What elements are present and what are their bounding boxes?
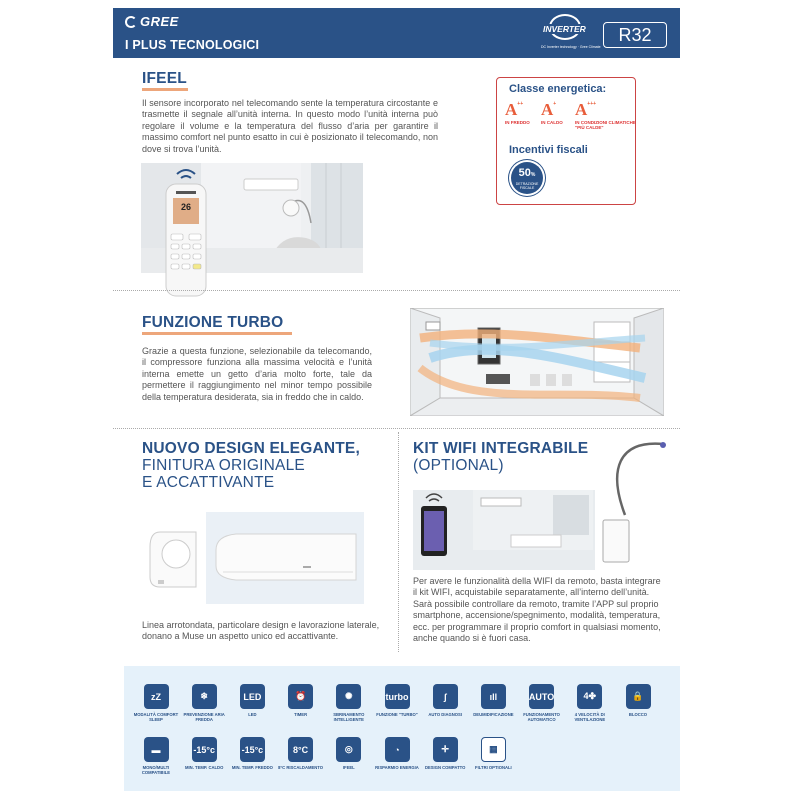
feature-item [132,737,180,775]
feature-label: MIN. TEMP. CALDO [185,765,224,770]
ifeel-title: IFEEL [142,70,187,87]
feature-icon: ▦ [481,737,506,762]
feature-label: DESIGN COMPATTO [424,765,466,770]
inverter-label: INVERTER [543,24,586,34]
feature-item [373,737,421,770]
feature-item [228,684,276,717]
feature-icon: 4✤ [577,684,602,709]
feature-item [421,737,469,770]
feature-label: MIN. TEMP. FREDDO [231,765,273,770]
turbo-title: FUNZIONE TURBO [142,314,284,331]
wifi-title-line2: (OPTIONAL) [413,457,504,474]
energy-class-box [496,77,636,205]
feature-icon: LED [240,684,265,709]
design-title-line3: E ACCATTIVANTE [142,474,275,491]
feature-icon: ıll [481,684,506,709]
feature-label: PREVENZIONE ARIA FREDDA [183,712,225,722]
feature-label: BLOCCO [628,712,648,717]
feature-icon: -15°c [240,737,265,762]
feature-item [469,737,517,770]
feature-label: 4 VELOCITÀ DI VENTILAZIONE [574,712,606,722]
feature-icon: 🔒 [626,684,651,709]
gree-swoosh-icon [125,16,137,28]
feature-icon: ⏰ [288,684,313,709]
feature-label: TIMER [294,712,308,717]
design-text: Linea arrotondata, particolare design e lavorazione laterale, donano a Muse un aspetto unico ed accattivante. [142,620,380,642]
feature-label: IFEEL [342,765,355,770]
brand-name: GREE [140,14,179,29]
remote-display: 26 [180,202,191,212]
feature-item [180,684,228,722]
feature-label: DEUMIDIFICAZIONE [473,712,514,717]
feature-item [614,684,662,717]
feature-item [132,684,180,722]
feature-item [277,684,325,717]
feature-icon: ❄ [192,684,217,709]
inverter-badge [541,14,601,52]
wifi-text: Per avere le funzionalità della WIFI da remoto, basta integrare il kit WIFI, acquistabile separatamente, all’interno dell’unità. Sarà possibile controllare da remoto, tramite l’APP sul proprio smartphone, accensione/spegnimento, modalità, temperatura, ecc. per programmare il proprio comfort in qualsiasi momento, anche quando si è fuori casa. [413,576,661,644]
turbo-underline [142,332,292,335]
feature-item [469,684,517,717]
wifi-scene-image [413,440,667,570]
design-title [142,440,360,491]
features-band [124,666,680,791]
feature-item [228,737,276,770]
feature-item [180,737,228,770]
page-header [113,8,680,58]
feature-icon: ✺ [336,684,361,709]
feature-label: MODALITÀ COMFORT SLEEP [133,712,179,722]
ifeel-text: Il sensore incorporato nel telecomando sente la temperatura circostante e trasmette il segnale all’unità interna. In questo modo l’unità interna può regolare il volume e la temperatura del flusso d’aria per garantire il massimo comfort nel punto esatto in cui è posizionato il telecomando, non dove si trova l’unità. [142,98,438,154]
turbo-room-image [410,308,664,416]
page-title: I PLUS TECNOLOGICI [125,38,260,52]
incentives-title: Incentivi fiscali [509,144,588,156]
feature-item [277,737,325,770]
feature-icon: ʃ [433,684,458,709]
energy-item-cooling: A++ IN FREDDO [505,100,530,125]
design-title-line2: FINITURA ORIGINALE [142,457,305,474]
feature-label: SBRINAMENTO INTELLIGENTE [333,712,365,722]
refrigerant-badge: R32 [603,22,667,48]
feature-icon: 8°C [288,737,313,762]
feature-icon: ◎ [336,737,361,762]
feature-icon: AUTO [529,684,554,709]
feature-label: AUTO DIAGNOSI [428,712,463,717]
feature-label: RISPARMIO ENERGIA [375,765,419,770]
feature-item [325,737,373,770]
design-title-line1: NUOVO DESIGN ELEGANTE, [142,440,360,457]
feature-icon: zZ [144,684,169,709]
feature-item [566,684,614,722]
energy-title: Classe energetica: [509,83,607,95]
turbo-text: Grazie a questa funzione, selezionabile da telecomando, il compressore funziona alla massima velocità e l’unità interna emette un getto d’aria molto forte, tale da permettere il raggiungimento nel minor tempo possibile della temperatura desiderata, sia in freddo che in caldo. [142,346,372,402]
feature-icon: turbo [385,684,410,709]
feature-label: FILTRI OPTIONALI [475,765,512,770]
feature-icon: ◔ [385,737,410,762]
feature-label: MONO/MULTI COMPATIBILE [141,765,171,775]
ifeel-underline [142,88,188,91]
gree-logo [125,14,179,29]
feature-icon: -15°c [192,737,217,762]
feature-label: FUNZIONAMENTO AUTOMATICO [523,712,560,722]
feature-label: LED [248,712,257,717]
feature-icon: ▬ [144,737,169,762]
divider-middle [113,428,680,429]
feature-item [373,684,421,717]
design-unit-image [148,512,364,604]
inverter-sub: DC Inverter technology · Gree Climate [541,45,601,49]
feature-item [421,684,469,717]
feature-item [518,684,566,722]
feature-label: 8°C RISCALDAMENTO [278,765,324,770]
feature-item [325,684,373,722]
feature-label: FUNZIONE "TURBO" [376,712,418,717]
tax-deduction-badge: 50% DETRAZIONE FISCALE [511,162,543,194]
energy-item-heating: A+ IN CALDO [541,100,563,125]
divider-vertical [398,432,399,652]
remote-control [163,166,209,297]
wifi-title-line1: KIT WIFI INTEGRABILE [413,440,589,457]
energy-item-warmer: A+++ IN CONDIZIONI CLIMATICHE "PIÙ CALDE" [575,100,636,130]
feature-icon: ✛ [433,737,458,762]
divider-top [113,290,680,291]
